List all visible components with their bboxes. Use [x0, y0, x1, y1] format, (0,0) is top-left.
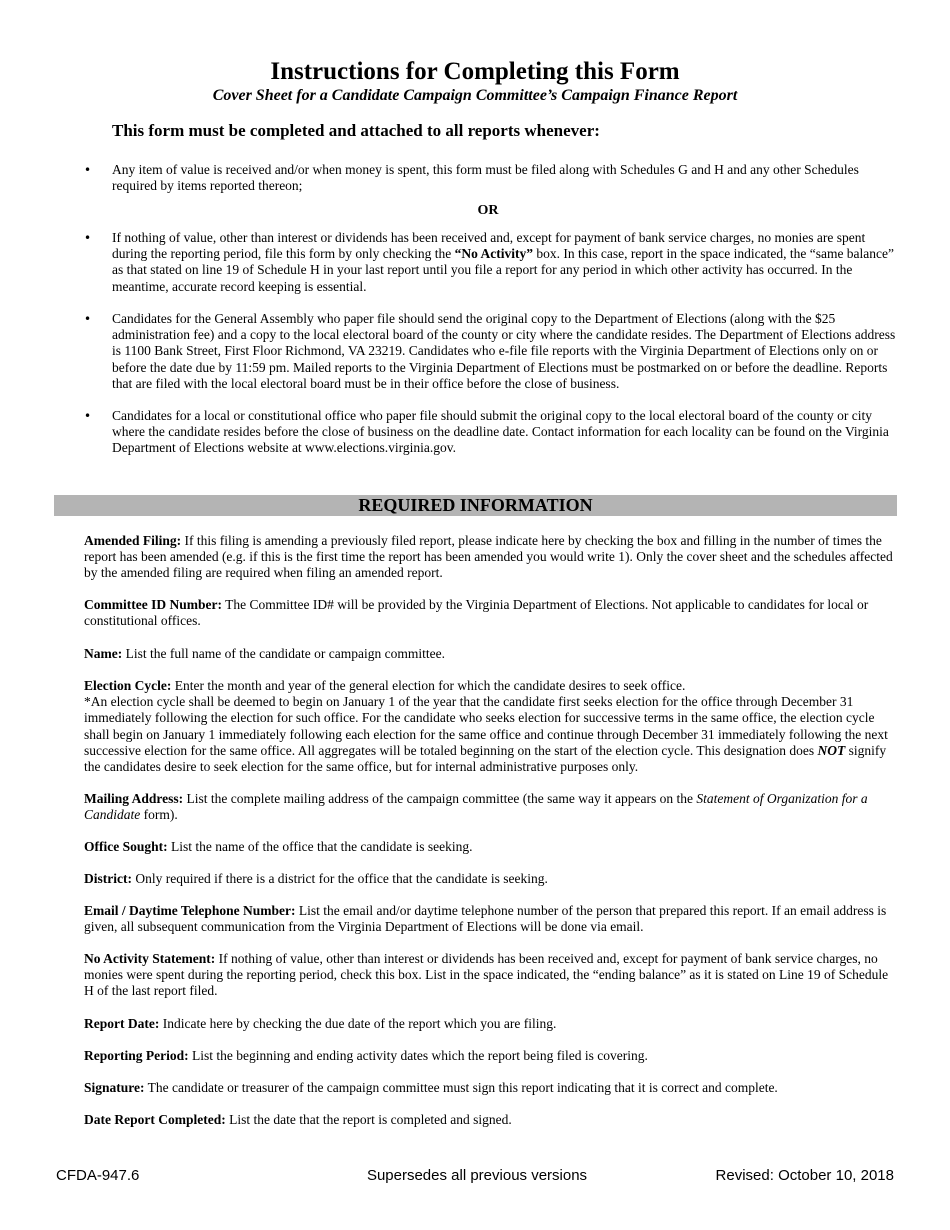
bullet-text-cont: box. In this case, report in the space indicated, the “same balance” as that stated on line 19 of Schedule H in your last report until you file a report for any period in which other activity has occurred. In the meantime, accurate record keeping is essential. [112, 246, 895, 294]
field-no-activity-statement [84, 951, 896, 1000]
bullet-item-value-received [84, 162, 897, 194]
bullet-text: If nothing of value, other than interest or dividends has been received and, except for payment of bank service charges, no monies are spent during the reporting period, file this form by only checking the [112, 230, 866, 262]
election-cycle-note: *An election cycle shall be deemed to begin on January 1 of the year that the candidate first seeks election for the office through December 31 immediately following the election for such office. For the candidate who seeks election for successive terms in the same office, the election cycle shall begin on January 1 immediately following each election for the same office and continue through December 31 immediately following the next successive election for the same office. All aggregates will be totaled beginning on the start of the election cycle. This designation does [84, 694, 888, 758]
field-report-date [84, 1016, 896, 1032]
field-reporting-period [84, 1048, 896, 1064]
field-mailing-address [84, 791, 896, 823]
field-description: The candidate or treasurer of the campaign committee must sign this report indicating that it is correct and complete. [144, 1080, 778, 1095]
form-name-reference: Statement of Organization for a Candidate [84, 791, 868, 823]
field-committee-id [84, 597, 896, 629]
bullet-icon: • [84, 409, 92, 423]
election-cycle-note-end: signify the candidates desire to seek election for the same office, but for internal administrative purposes only. [84, 742, 887, 775]
bullet-text: Candidates for the General Assembly who paper file should send the original copy to the Department of Elections (along with the $25 administration fee) and a copy to the local electoral board of the county or city where the candidate resides. The Department of Elections address is 1100 Bank Street, First Floor Richmond, VA 23219. Candidates who e-file file reports with the Virginia Department of Elections only on or before the date due by 11:59 pm. Mailed reports to the Virginia Department of Elections must be postmarked on or before the deadline. Reports that are filed with the local electoral board must be in their office before the close of business. [112, 311, 896, 391]
footer-form-id: CFDA-947.6 [56, 1167, 140, 1184]
footer-supersedes: Supersedes all previous versions [366, 1167, 588, 1184]
field-description: List the complete mailing address of the campaign committee (the same way it appears on the [183, 791, 697, 806]
field-label: Committee ID Number: [84, 597, 222, 612]
bullet-item-general-assembly [84, 311, 897, 392]
section-banner-title: REQUIRED INFORMATION [358, 495, 593, 515]
field-description: If nothing of value, other than interest or dividends has been received and, except for payment of bank service charges, no monies were spent during the reporting period, check this box. List in the space indicated, the “ending balance” as it is stated on Line 19 of Schedule H of the last report filed. [84, 951, 889, 999]
field-label: Name: [84, 646, 123, 661]
requirement-heading: This form must be completed and attached to all reports whenever: [112, 121, 600, 140]
field-date-report-completed [84, 1112, 896, 1128]
field-description: The Committee ID# will be provided by the Virginia Department of Elections. Not applicable to candidates for local or constitutional offices. [84, 597, 869, 629]
field-label: Signature: [84, 1080, 145, 1095]
field-label: Amended Filing: [84, 533, 182, 548]
footer-revised-date: Revised: October 10, 2018 [715, 1167, 894, 1184]
field-description: Enter the month and year of the general election for which the candidate desires to seek office. [171, 678, 686, 693]
page-subtitle: Cover Sheet for a Candidate Campaign Committee’s Campaign Finance Report [212, 87, 738, 104]
field-description: Indicate here by checking the due date of the report which you are filing. [159, 1016, 557, 1031]
field-election-cycle [84, 678, 896, 775]
bullet-text: Any item of value is received and/or when money is spent, this form must be filed along with Schedules G and H and any other Schedules required by items reported thereon; [112, 162, 859, 194]
field-name [84, 646, 896, 662]
field-description: List the date that the report is completed and signed. [225, 1112, 512, 1127]
bullet-item-local-office [84, 408, 897, 457]
or-separator: OR [477, 203, 499, 218]
bullet-icon: • [84, 312, 92, 326]
field-description: List the email and/or daytime telephone number of the person that prepared this report. If an email address is given, all subsequent communication from the Virginia Department of Elections will be done via email. [84, 903, 887, 935]
field-label: District: [84, 871, 132, 886]
field-label: Reporting Period: [84, 1048, 189, 1063]
field-signature [84, 1080, 896, 1096]
field-amended-filing [84, 533, 896, 582]
not-emphasis: NOT [817, 742, 846, 758]
bullet-text: Candidates for a local or constitutional office who paper file should submit the original copy to the local electoral board of the county or city where the candidate resides before the close of business on the deadline date. Contact information for each locality can be found on the Virginia Department of Elections website at www.elections.virginia.gov. [112, 408, 889, 456]
field-office-sought [84, 839, 896, 855]
field-description: List the full name of the candidate or campaign committee. [122, 646, 445, 661]
section-banner [54, 495, 897, 516]
field-email-telephone [84, 903, 896, 935]
field-label: Mailing Address: [84, 791, 184, 806]
field-district [84, 871, 896, 887]
field-label: Email / Daytime Telephone Number: [84, 903, 296, 918]
field-label: Election Cycle: [84, 678, 172, 693]
field-description: List the beginning and ending activity dates which the report being filed is covering. [188, 1048, 648, 1063]
field-description: List the name of the office that the candidate is seeking. [167, 839, 473, 854]
bullet-icon: • [84, 231, 92, 245]
field-description: If this filing is amending a previously filed report, please indicate here by checking the box and filling in the number of times the report has been amended (e.g. if this is the first time the report has been amended you would write 1). Only the cover sheet and the schedules affected by the amended filing are required when filing an amended report. [84, 533, 893, 581]
field-label: Report Date: [84, 1016, 160, 1031]
bullet-icon: • [84, 163, 92, 177]
bullet-item-no-activity [84, 230, 897, 295]
field-description-end: form). [140, 807, 178, 823]
field-label: Office Sought: [84, 839, 168, 854]
page-title: Instructions for Completing this Form [270, 58, 680, 85]
field-label: Date Report Completed: [84, 1112, 226, 1127]
field-description: Only required if there is a district for the office that the candidate is seeking. [131, 871, 548, 886]
no-activity-term: “No Activity” [454, 246, 534, 262]
field-label: No Activity Statement: [84, 951, 216, 966]
